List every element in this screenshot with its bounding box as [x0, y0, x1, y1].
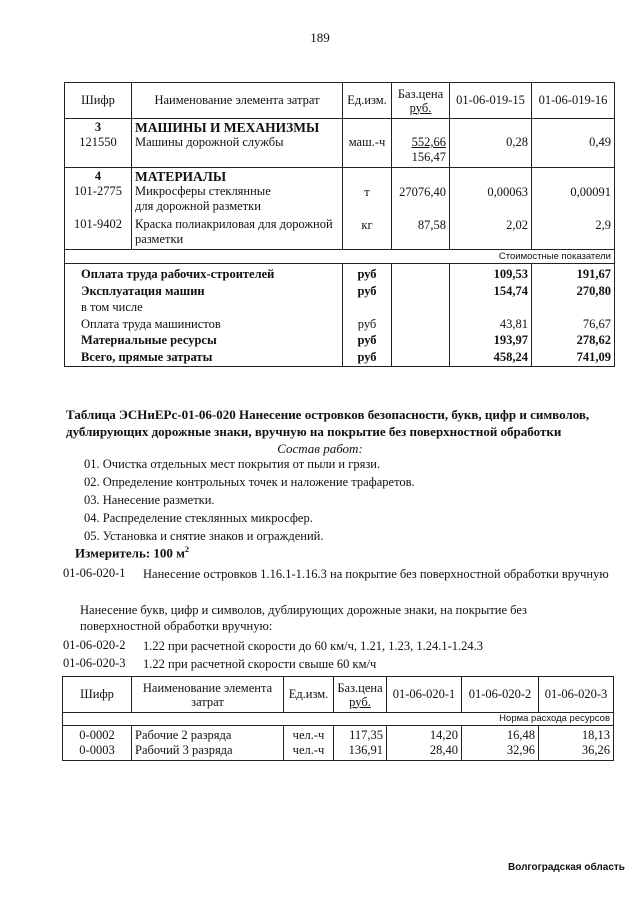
row-value-2: 16,48 — [462, 726, 539, 744]
row-value-2: 0,00091 — [570, 185, 611, 199]
section-number: 3 — [94, 120, 102, 134]
row-value-3: 36,26 — [539, 743, 614, 761]
section-title: МАШИНЫ И МЕХАНИЗМЫ — [135, 120, 320, 135]
header-price: Баз.цена руб. — [392, 83, 450, 119]
header-col1: 01-06-019-15 — [450, 83, 532, 119]
row-price-2: 156,47 — [411, 150, 446, 164]
row-price: 136,91 — [334, 743, 387, 761]
total-value-1: 109,53 — [493, 267, 528, 281]
row-name: Рабочий 3 разряда — [132, 743, 284, 761]
item-code: 01-06-020-1 — [63, 566, 126, 580]
row-name: Микросферы стеклянные для дорожной разметки — [135, 184, 271, 213]
row-price: 27076,40 — [399, 185, 446, 199]
row-code: 121550 — [79, 135, 117, 149]
table-row — [63, 726, 614, 744]
total-name: Эксплуатация машин — [81, 283, 205, 298]
total-name: в том числе — [81, 300, 143, 314]
total-value-2: 270,80 — [576, 283, 611, 298]
row-unit: чел.-ч — [284, 726, 334, 744]
total-unit: руб — [357, 283, 377, 298]
work-item: 02. Определение контрольных точек и наложение трафаретов. — [84, 475, 415, 489]
header-col3: 01-06-020-3 — [539, 677, 614, 713]
work-item: 05. Установка и снятие знаков и ограждений. — [84, 529, 324, 543]
header-code: Шифр — [65, 83, 132, 119]
work-item: 01. Очистка отдельных мест покрытия от пыли и грязи. — [84, 457, 381, 471]
row-code: 101-2775 — [74, 184, 122, 198]
header-col2: 01-06-020-2 — [462, 677, 539, 713]
header-name: Наименование элемента затрат — [132, 83, 343, 119]
total-value-1: 193,97 — [493, 333, 528, 347]
row-unit: кг — [361, 218, 373, 232]
norm-row — [63, 713, 614, 726]
measure-unit: Измеритель: 100 $м^2$ — [75, 545, 190, 561]
total-name: Оплата труда рабочих-строителей — [81, 267, 275, 281]
row-value-2: 32,96 — [462, 743, 539, 761]
table-title: Таблица ЭСНиЕРс-01-06-020 Нанесение островков безопасности, букв, цифр и символов, дублирующих дорожные знаки, вручную на покрытие без поверхностной обработки — [66, 407, 590, 439]
row-value-1: 14,20 — [387, 726, 462, 744]
header-col2: 01-06-019-16 — [532, 83, 615, 119]
section-machines — [65, 119, 615, 168]
row-code: 0-0002 — [63, 726, 132, 744]
section-number: 4 — [94, 169, 102, 183]
footer-region: Волгоградская область — [508, 862, 625, 873]
row-value-2: 2,9 — [595, 218, 611, 232]
row-value-3: 18,13 — [539, 726, 614, 744]
item-code: 01-06-020-3 — [63, 656, 126, 670]
row-price: 552,66 — [411, 135, 446, 149]
total-value-2: 191,67 — [576, 267, 611, 281]
resource-table-020 — [62, 676, 614, 761]
row-code: 101-9402 — [74, 217, 122, 231]
row-unit: маш.-ч — [343, 119, 392, 168]
row-code: 0-0003 — [63, 743, 132, 761]
row-name: Рабочие 2 разряда — [132, 726, 284, 744]
table-header-row — [63, 677, 614, 713]
header-code: Шифр — [63, 677, 132, 713]
item-code: 01-06-020-2 — [63, 638, 126, 652]
total-value-1: 43,81 — [499, 316, 528, 331]
total-value-2: 278,62 — [576, 333, 611, 347]
cost-indicators-row — [65, 250, 615, 264]
item-description: Нанесение букв, цифр и символов, дублирующих дорожные знаки, на покрытие без поверхностной обработки вручную: — [80, 603, 527, 633]
cost-indicators-label: Стоимостные показатели — [65, 250, 615, 264]
table-row — [63, 743, 614, 761]
row-price: 87,58 — [417, 218, 446, 232]
header-name: Наименование элемента затрат — [132, 677, 284, 713]
header-col1: 01-06-020-1 — [387, 677, 462, 713]
row-unit: чел.-ч — [284, 743, 334, 761]
work-item: 03. Нанесение разметки. — [84, 493, 215, 507]
total-name: Оплата труда машинистов — [81, 316, 221, 331]
row-value-1: 0,28 — [450, 119, 532, 168]
item-description: 1.22 при расчетной скорости до 60 км/ч, 1.21, 1.23, 1.24.1-1.24.3 — [143, 639, 484, 653]
table-header-row — [65, 83, 615, 119]
totals-block — [65, 264, 615, 367]
norm-label: Норма расхода ресурсов — [63, 713, 614, 726]
header-unit: Ед.изм. — [284, 677, 334, 713]
page-number: 189 — [310, 30, 330, 45]
row-value-2: 0,49 — [532, 119, 615, 168]
item-description: 1.22 при расчетной скорости свыше 60 км/ч — [143, 657, 377, 671]
total-value-2: 76,67 — [582, 316, 611, 331]
total-value-1: 154,74 — [493, 283, 528, 298]
total-value-2: 741,09 — [576, 349, 611, 364]
work-item: 04. Распределение стеклянных микросфер. — [84, 511, 313, 525]
row-unit: т — [364, 185, 370, 199]
resource-table-019 — [64, 82, 615, 367]
total-unit: руб — [357, 267, 377, 281]
row-name: Краска полиакриловая для дорожной разметки — [135, 217, 333, 246]
item-description: Нанесение островков 1.16.1-1.16.3 на покрытие без поверхностной обработки вручную — [143, 567, 609, 581]
header-unit: Ед.изм. — [343, 83, 392, 119]
section-title: МАТЕРИАЛЫ — [135, 169, 227, 184]
row-price: 117,35 — [334, 726, 387, 744]
total-unit: руб — [357, 333, 377, 347]
total-unit: руб — [357, 316, 377, 331]
row-value-1: 0,00063 — [487, 185, 528, 199]
work-composition-heading: Состав работ: — [277, 441, 363, 456]
header-price: Баз.цена руб. — [334, 677, 387, 713]
total-name: Всего, прямые затраты — [81, 349, 213, 364]
row-value-1: 28,40 — [387, 743, 462, 761]
row-value-1: 2,02 — [506, 218, 528, 232]
row-name: Машины дорожной службы — [135, 135, 284, 149]
total-name: Материальные ресурсы — [81, 333, 217, 347]
section-materials — [65, 168, 615, 250]
total-value-1: 458,24 — [493, 349, 528, 364]
total-unit: руб — [357, 349, 377, 364]
